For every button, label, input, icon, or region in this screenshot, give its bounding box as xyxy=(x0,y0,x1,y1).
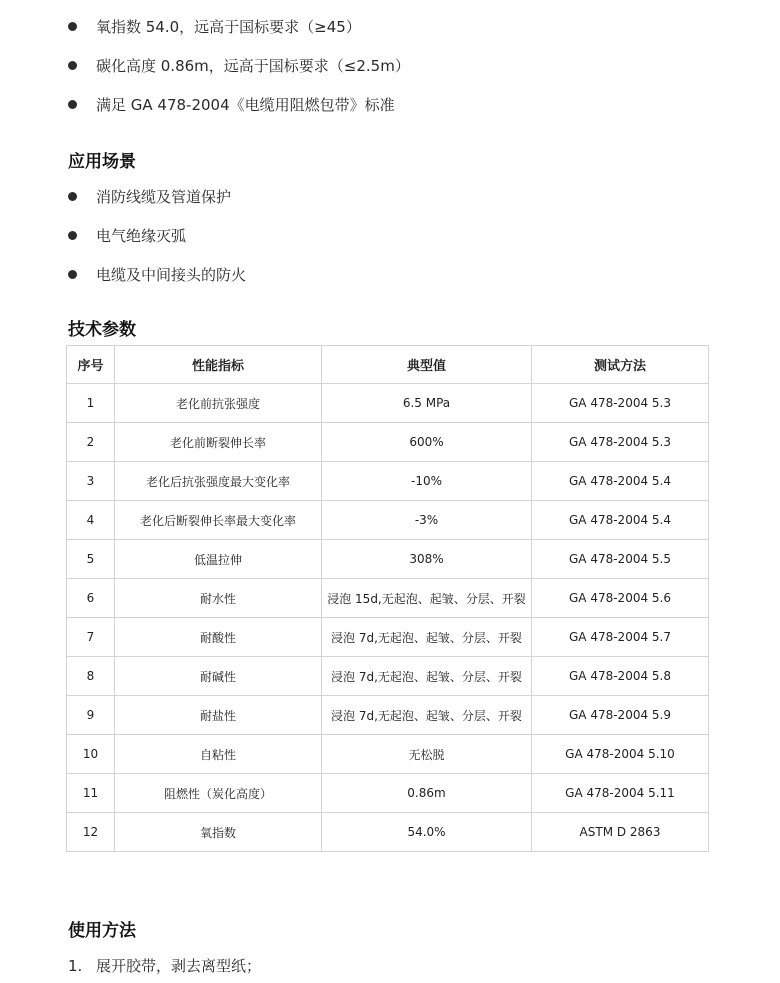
application-text: 电气绝缘灭弧 xyxy=(96,226,187,245)
applications-heading: 应用场景 xyxy=(68,152,136,172)
usage-step-number: 1. xyxy=(68,957,83,975)
bullet-icon xyxy=(68,100,77,109)
cell-value: 600% xyxy=(322,423,532,462)
table-row xyxy=(67,462,709,501)
bullet-icon xyxy=(68,270,77,279)
cell-index: 2 xyxy=(67,423,115,462)
usage-heading: 使用方法 xyxy=(68,921,136,941)
cell-property: 自粘性 xyxy=(115,735,322,774)
cell-method: GA 478-2004 5.5 xyxy=(532,540,709,579)
bullet-icon xyxy=(68,231,77,240)
cell-method: GA 478-2004 5.4 xyxy=(532,501,709,540)
bullet-icon xyxy=(68,22,77,31)
cell-property: 老化后断裂伸长率最大变化率 xyxy=(115,501,322,540)
cell-property: 耐水性 xyxy=(115,579,322,618)
cell-value: 308% xyxy=(322,540,532,579)
table-row xyxy=(67,618,709,657)
cell-index: 1 xyxy=(67,384,115,423)
bullet-icon xyxy=(68,61,77,70)
cell-value: 浸泡 7d,无起泡、起皱、分层、开裂 xyxy=(322,618,532,657)
header-property: 性能指标 xyxy=(115,346,322,384)
cell-index: 11 xyxy=(67,774,115,813)
feature-text: 氧指数 54.0，远高于国标要求（≥45） xyxy=(96,17,361,36)
cell-method: ASTM D 2863 xyxy=(532,813,709,852)
application-text: 电缆及中间接头的防火 xyxy=(96,265,247,284)
cell-property: 耐碱性 xyxy=(115,657,322,696)
cell-value: 无松脱 xyxy=(322,735,532,774)
header-method: 测试方法 xyxy=(532,346,709,384)
cell-index: 4 xyxy=(67,501,115,540)
cell-value: 浸泡 7d,无起泡、起皱、分层、开裂 xyxy=(322,696,532,735)
cell-value: 0.86m xyxy=(322,774,532,813)
table-row xyxy=(67,813,709,852)
cell-property: 氧指数 xyxy=(115,813,322,852)
cell-index: 9 xyxy=(67,696,115,735)
cell-value: 浸泡 7d,无起泡、起皱、分层、开裂 xyxy=(322,657,532,696)
cell-method: GA 478-2004 5.9 xyxy=(532,696,709,735)
table-row xyxy=(67,735,709,774)
specs-heading: 技术参数 xyxy=(68,320,136,340)
cell-value: 54.0% xyxy=(322,813,532,852)
table-row xyxy=(67,540,709,579)
header-value: 典型值 xyxy=(322,346,532,384)
table-row xyxy=(67,384,709,423)
table-row xyxy=(67,579,709,618)
table-row xyxy=(67,696,709,735)
cell-index: 3 xyxy=(67,462,115,501)
cell-property: 耐酸性 xyxy=(115,618,322,657)
cell-method: GA 478-2004 5.11 xyxy=(532,774,709,813)
cell-index: 5 xyxy=(67,540,115,579)
table-row xyxy=(67,501,709,540)
cell-value: -10% xyxy=(322,462,532,501)
cell-index: 6 xyxy=(67,579,115,618)
table-header-row xyxy=(67,346,709,384)
cell-method: GA 478-2004 5.6 xyxy=(532,579,709,618)
cell-property: 阻燃性（炭化高度） xyxy=(115,774,322,813)
header-index: 序号 xyxy=(67,346,115,384)
cell-index: 12 xyxy=(67,813,115,852)
table-row xyxy=(67,423,709,462)
cell-property: 耐盐性 xyxy=(115,696,322,735)
usage-step-text: 展开胶带，剥去离型纸； xyxy=(96,957,262,975)
cell-value: -3% xyxy=(322,501,532,540)
cell-method: GA 478-2004 5.8 xyxy=(532,657,709,696)
cell-method: GA 478-2004 5.4 xyxy=(532,462,709,501)
table-row xyxy=(67,774,709,813)
specs-table xyxy=(66,345,709,852)
cell-method: GA 478-2004 5.3 xyxy=(532,384,709,423)
cell-index: 8 xyxy=(67,657,115,696)
cell-index: 10 xyxy=(67,735,115,774)
cell-index: 7 xyxy=(67,618,115,657)
usage-step xyxy=(68,955,261,976)
bullet-icon xyxy=(68,192,77,201)
cell-value: 浸泡 15d,无起泡、起皱、分层、开裂 xyxy=(322,579,532,618)
feature-text: 满足 GA 478-2004《电缆用阻燃包带》标准 xyxy=(96,95,395,114)
feature-text: 碳化高度 0.86m，远高于国标要求（≤2.5m） xyxy=(96,56,410,75)
cell-value: 6.5 MPa xyxy=(322,384,532,423)
cell-method: GA 478-2004 5.10 xyxy=(532,735,709,774)
table-row xyxy=(67,657,709,696)
cell-method: GA 478-2004 5.7 xyxy=(532,618,709,657)
cell-property: 老化前抗张强度 xyxy=(115,384,322,423)
application-text: 消防线缆及管道保护 xyxy=(96,187,232,206)
cell-property: 低温拉伸 xyxy=(115,540,322,579)
cell-property: 老化前断裂伸长率 xyxy=(115,423,322,462)
cell-method: GA 478-2004 5.3 xyxy=(532,423,709,462)
cell-property: 老化后抗张强度最大变化率 xyxy=(115,462,322,501)
